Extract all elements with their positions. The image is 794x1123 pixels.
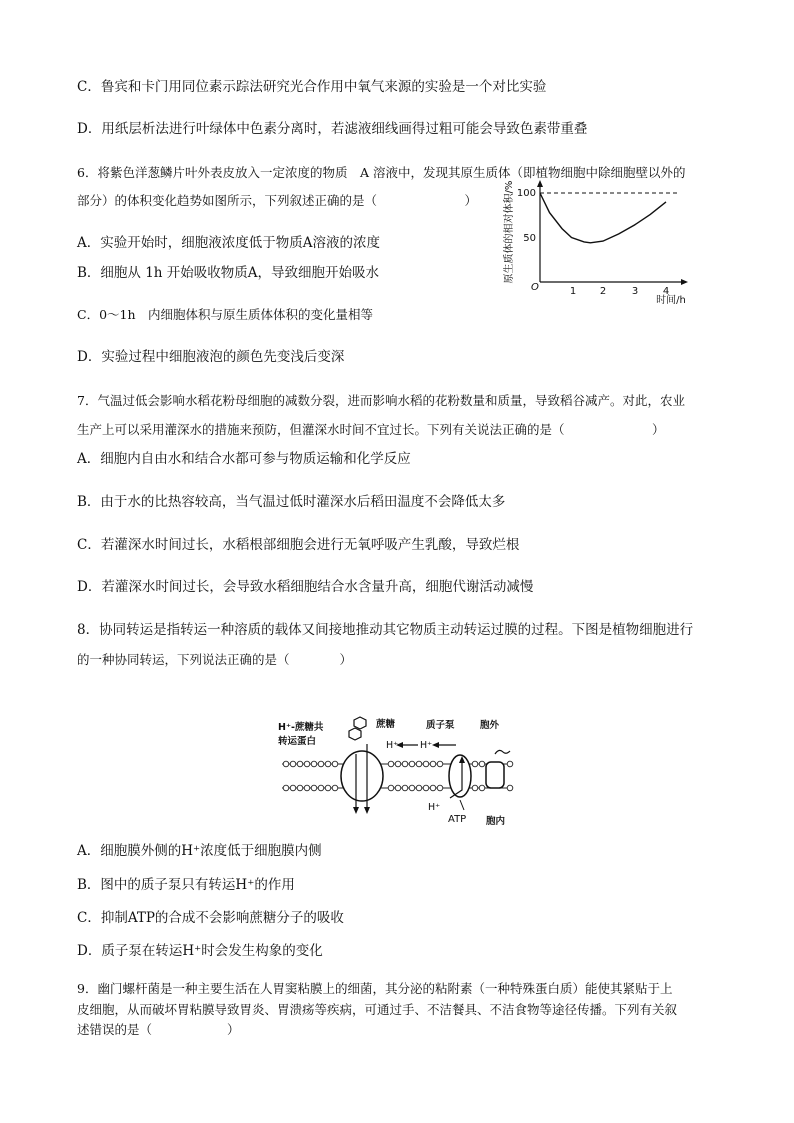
phospholipid-head <box>423 785 429 791</box>
cotransport-diagram <box>276 714 518 826</box>
phospholipid-head <box>402 761 408 767</box>
ytick-100: 100 <box>516 188 536 199</box>
q8-option-b: B．图中的质子泵只有转运H⁺的作用 <box>77 877 295 893</box>
q8-stem-line1: 8．协同转运是指转运一种溶质的载体又间接地推动其它物质主动转运过膜的过程。下图是植物细胞进行 <box>77 622 694 638</box>
q9-stem-line2: 皮细胞，从而破坏胃粘膜导致胃炎、胃溃疡等疾病，可通过手、不洁餐具、不洁食物等途径传播。下列有关叙 <box>77 1002 678 1017</box>
phospholipid-head <box>472 785 478 791</box>
phospholipid-head <box>507 761 513 767</box>
xtick-3: 3 <box>631 286 639 297</box>
phospholipid-head <box>318 785 324 791</box>
phospholipid-head <box>332 785 338 791</box>
phospholipid-head <box>388 761 394 767</box>
phospholipid-head <box>409 761 415 767</box>
phospholipid-head <box>283 761 289 767</box>
phospholipid-head <box>416 761 422 767</box>
phospholipid-head <box>472 761 478 767</box>
label-sucrose: 蔗糖 <box>376 719 396 730</box>
q7-option-c: C．若灌深水时间过长，水稻根部细胞会进行无氧呼吸产生乳酸，导致烂根 <box>77 537 520 553</box>
phospholipid-head <box>304 761 310 767</box>
atp-arrow <box>460 800 464 810</box>
phospholipid-head <box>311 785 317 791</box>
phospholipid-head <box>290 785 296 791</box>
membrane <box>282 761 513 791</box>
phospholipid-head <box>325 785 331 791</box>
label-h-bottom: H⁺ <box>428 802 441 813</box>
q6-option-a: A．实验开始时，细胞液浓度低于物质A溶液的浓度 <box>77 235 380 251</box>
q6-volume-graph <box>498 178 694 304</box>
phospholipid-head <box>311 761 317 767</box>
label-cotransporter-line2: 转运蛋白 <box>278 736 317 747</box>
graph-ylabel: 原生质体的相对体积/% <box>504 180 515 284</box>
phospholipid-head <box>290 761 296 767</box>
phospholipid-head <box>437 785 443 791</box>
signal-squiggle-icon <box>495 750 510 754</box>
label-proton-pump: 质子泵 <box>426 720 455 731</box>
graph-origin: O <box>531 282 539 293</box>
phospholipid-head <box>395 785 401 791</box>
phospholipid-head <box>297 785 303 791</box>
q7-stem-line1: 7．气温过低会影响水稻花粉母细胞的减数分裂，进而影响水稻的花粉数量和质量，导致稻谷减产。对此，农业 <box>77 393 685 408</box>
label-inside: 胞内 <box>486 816 506 826</box>
phospholipid-head <box>325 761 331 767</box>
q8-option-c: C．抑制ATP的合成不会影响蔗糖分子的吸收 <box>77 910 344 926</box>
phospholipid-head <box>332 761 338 767</box>
q6-option-c: C．0～1h 内细胞体积与原生质体体积的变化量相等 <box>77 307 374 322</box>
q5-option-c: C．鲁宾和卡门用同位素示踪法研究光合作用中氧气来源的实验是一个对比实验 <box>77 79 547 95</box>
x-axis-arrow <box>681 279 688 285</box>
phospholipid-head <box>388 785 394 791</box>
phospholipid-head <box>430 761 436 767</box>
xtick-4: 4 <box>662 286 670 297</box>
q6-stem-line1: 6．将紫色洋葱鳞片叶外表皮放入一定浓度的物质 A 溶液中，发现其原生质体（即植物细胞中除细胞壁以外的 <box>77 165 686 180</box>
label-atp: ATP <box>448 814 467 825</box>
q8-stem-line2: 的一种协同转运，下列说法正确的是（ ） <box>77 652 353 667</box>
phospholipid-head <box>402 785 408 791</box>
q6-stem-line2: 部分）的体积变化趋势如图所示，下列叙述正确的是（ ） <box>77 193 478 208</box>
q6-option-b: B．细胞从 1h 开始吸收物质A，导致细胞开始吸水 <box>77 265 380 281</box>
q8-option-d: D．质子泵在转运H⁺时会发生构象的变化 <box>77 943 323 959</box>
phospholipid-head <box>297 761 303 767</box>
phospholipid-head <box>437 761 443 767</box>
phospholipid-head <box>507 785 513 791</box>
phospholipid-head <box>395 761 401 767</box>
phospholipid-head <box>479 785 485 791</box>
q9-stem-line3: 述错误的是（ ） <box>77 1022 240 1037</box>
graph-xlabel: 时间/h <box>656 295 686 304</box>
volume-curve <box>540 193 666 243</box>
label-cotransporter-line1: H⁺-蔗糖共 <box>278 722 324 733</box>
y-axis-arrow <box>537 180 543 187</box>
xtick-2: 2 <box>599 286 607 297</box>
xtick-1: 1 <box>569 286 577 297</box>
membrane-protein <box>486 762 504 788</box>
q7-stem-line2: 生产上可以采用灌深水的措施来预防，但灌深水时间不宜过长。下列有关说法正确的是（ ） <box>77 422 665 437</box>
q5-option-d: D．用纸层析法进行叶绿体中色素分离时，若滤液细线画得过粗可能会导致色素带重叠 <box>77 121 588 137</box>
phospholipid-head <box>479 761 485 767</box>
q7-option-d: D．若灌深水时间过长，会导致水稻细胞结合水含量升高，细胞代谢活动减慢 <box>77 579 534 595</box>
phospholipid-head <box>283 785 289 791</box>
q6-option-d: D．实验过程中细胞液泡的颜色先变浅后变深 <box>77 349 345 365</box>
phospholipid-head <box>416 785 422 791</box>
phospholipid-head <box>423 761 429 767</box>
label-h-left: H⁺ <box>386 740 399 751</box>
cotransporter-protein <box>341 751 383 801</box>
sucrose-molecule-icon <box>349 717 366 740</box>
q8-option-a: A．细胞膜外侧的H⁺浓度低于细胞膜内侧 <box>77 843 322 859</box>
phospholipid-head <box>430 785 436 791</box>
label-outside: 胞外 <box>480 720 500 731</box>
q7-option-b: B．由于水的比热容较高，当气温过低时灌深水后稻田温度不会降低太多 <box>77 494 506 510</box>
phospholipid-head <box>318 761 324 767</box>
label-h-right: H⁺ <box>420 740 433 751</box>
phospholipid-head <box>409 785 415 791</box>
ytick-50: 50 <box>523 233 536 244</box>
q7-option-a: A．细胞内自由水和结合水都可参与物质运输和化学反应 <box>77 451 411 467</box>
phospholipid-head <box>304 785 310 791</box>
q9-stem-line1: 9．幽门螺杆菌是一种主要生活在人胃窦粘膜上的细菌，其分泌的粘附素（一种特殊蛋白质）能使其紧贴于上 <box>77 981 673 996</box>
